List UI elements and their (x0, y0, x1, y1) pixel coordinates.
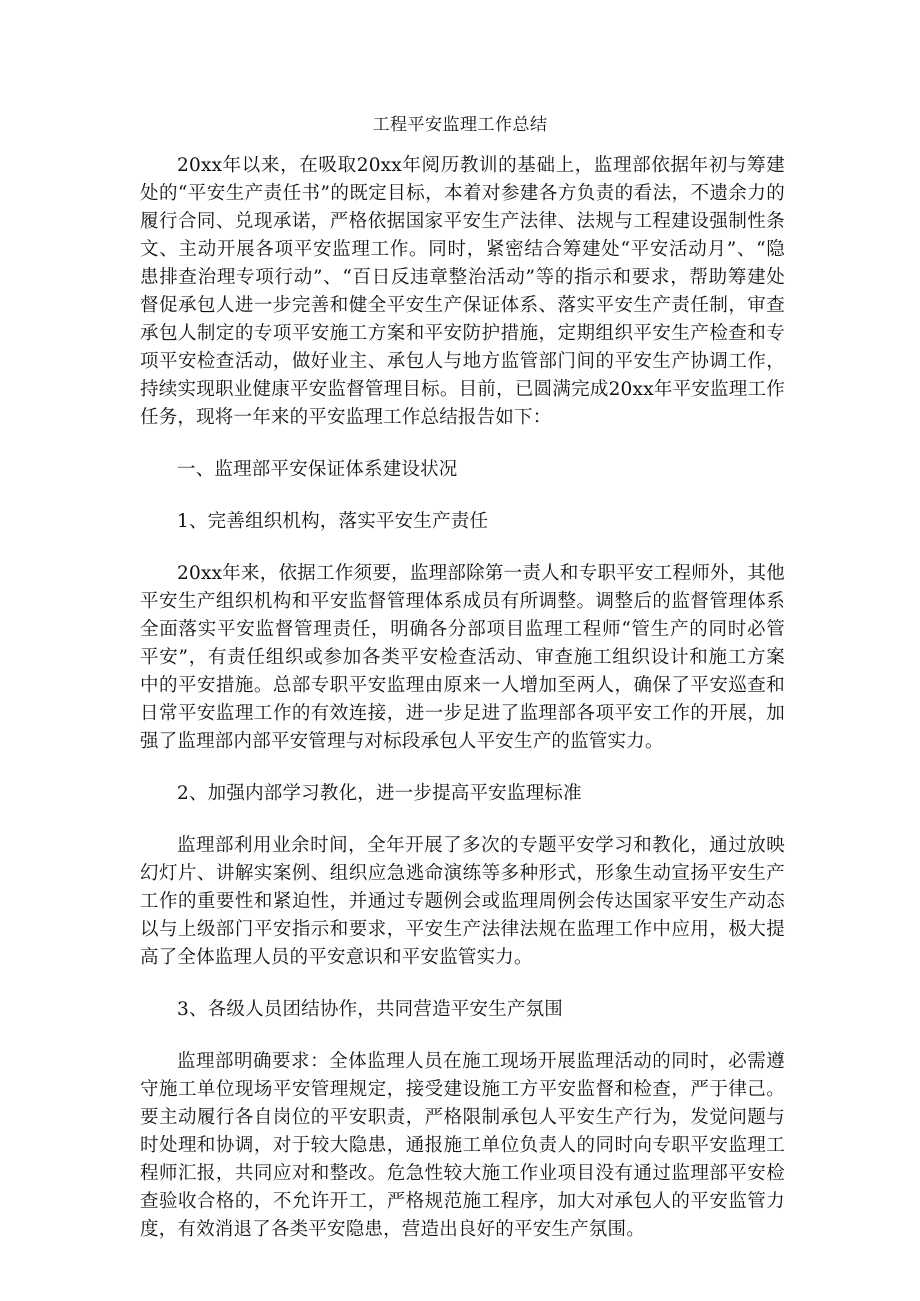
subsection-paragraph-1: 20xx年来，依据工作须要，监理部除第一责人和专职平安工程师外，其他平安生产组织机构和平安监督管理体系成员有所调整。调整后的监督管理体系全面落实平安监督管理责任，明确各分部项目监理工程师“管生产的同时必管平安”，有责任组织或参加各类平安检查活动、审查施工组织设计和施工方案中的平安措施。总部专职平安监理由原来一人增加至两人，确保了平安巡查和日常平安监理工作的有效连接，进一步足进了监理部各项平安工作的开展，加强了监理部内部平安管理与对标段承包人平安生产的监管实力。 (140, 563, 785, 752)
section-heading-1: 一、监理部平安保证体系建设状况 (177, 459, 458, 480)
subsection-heading-1: 1、完善组织机构，落实平安生产责任 (177, 511, 489, 532)
subsection-paragraph-2: 监理部利用业余时间，全年开展了多次的专题平安学习和教化，通过放映幻灯片、讲解实案例、组织应急逃命演练等多种形式，形象生动宣扬平安生产工作的重要性和紧迫性，并通过专题例会或监理周例会传达国家平安生产动态以与上级部门平安指示和要求，平安生产法律法规在监理工作中应用，极大提高了全体监理人员的平安意识和平安监管实力。 (140, 835, 785, 968)
intro-paragraph: 20xx年以来，在吸取20xx年阅历教训的基础上，监理部依据年初与筹建处的“平安生产责任书”的既定目标，本着对参建各方负责的看法，不遗余力的履行合同、兑现承诺，严格依据国家平安生产法律、法规与工程建设强制性条文、主动开展各项平安监理工作。同时，紧密结合筹建处“平安活动月”、“隐患排查治理专项行动”、“百日反违章整治活动”等的指示和要求，帮助筹建处督促承包人进一步完善和健全平安生产保证体系、落实平安生产责任制，审查承包人制定的专项平安施工方案和平安防护措施，定期组织平安生产检查和专项平安检查活动，做好业主、承包人与地方监管部门间的平安生产协调工作，持续实现职业健康平安监督管理目标。目前，已圆满完成20xx年平安监理工作任务，现将一年来的平安监理工作总结报告如下： (140, 155, 785, 428)
subsection-heading-2: 2、加强内部学习教化，进一步提高平安监理标准 (177, 783, 582, 804)
document-title: 工程平安监理工作总结 (372, 115, 548, 135)
subsection-heading-3: 3、各级人员团结协作，共同营造平安生产氛围 (177, 999, 563, 1020)
document-body (140, 152, 785, 1268)
subsection-paragraph-3: 监理部明确要求：全体监理人员在施工现场开展监理活动的同时，必需遵守施工单位现场平安管理规定，接受建设施工方平安监督和检查，严于律己。要主动履行各自岗位的平安职责，严格限制承包人平安生产行为，发觉问题与时处理和协调，对于较大隐患，通报施工单位负责人的同时向专职平安监理工程师汇报，共同应对和整改。危急性较大施工作业项目没有通过监理部平安检查验收合格的，不允许开工，严格规范施工程序，加大对承包人的平安监管力度，有效消退了各类平安隐患，营造出良好的平安生产氛围。 (140, 1051, 785, 1240)
